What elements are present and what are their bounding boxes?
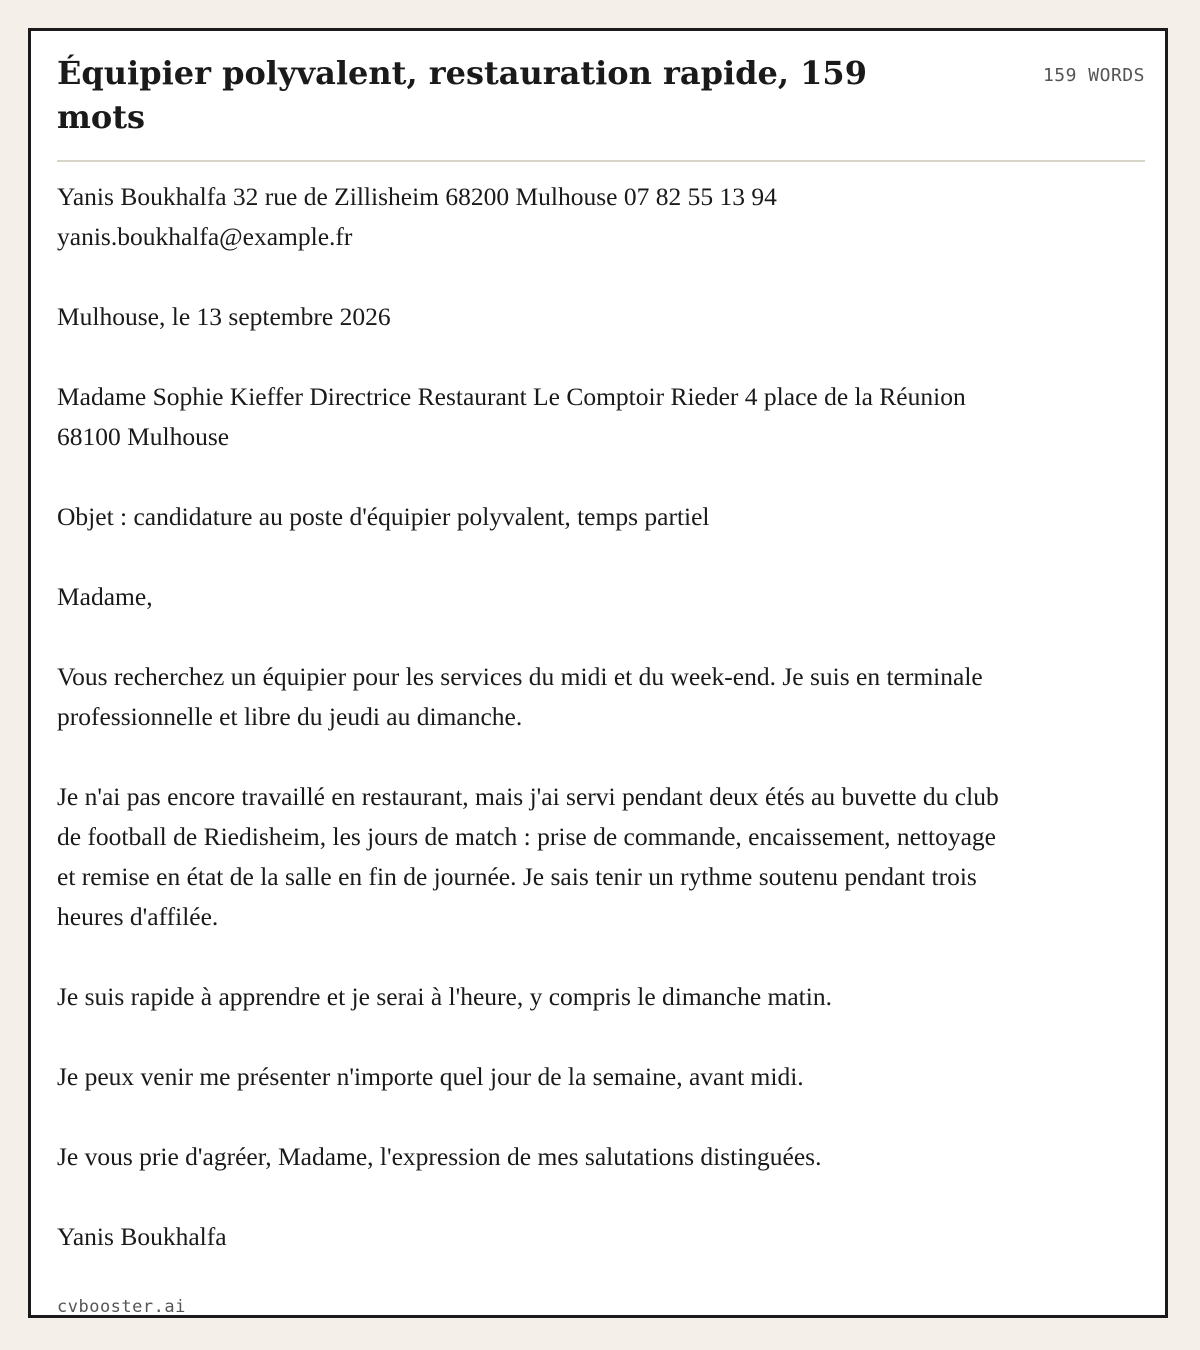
word-count-badge: 159 WORDS xyxy=(1042,65,1145,86)
body-paragraph-4: Je peux venir me présenter n'importe quel jour de la semaine, avant midi. xyxy=(57,1062,804,1091)
body-paragraph-1: Vous recherchez un équipier pour les services du midi et du week-end. Je suis en terminale professionnelle et libre du jeudi au dimanche. xyxy=(57,662,983,731)
recipient-block: Madame Sophie Kieffer Directrice Restaurant Le Comptoir Rieder 4 place de la Réunion 68100 Mulhouse xyxy=(57,382,966,451)
closing-formula: Je vous prie d'agréer, Madame, l'expression de mes salutations distinguées. xyxy=(57,1142,822,1171)
date-line: Mulhouse, le 13 septembre 2026 xyxy=(57,302,391,331)
salutation: Madame, xyxy=(57,582,153,611)
letter-card xyxy=(28,28,1168,1318)
document-header xyxy=(57,51,1145,161)
subject-line: Objet : candidature au poste d'équipier polyvalent, temps partiel xyxy=(57,502,710,531)
document-title: Équipier polyvalent, restauration rapide, 159 mots xyxy=(57,54,867,136)
body-paragraph-3: Je suis rapide à apprendre et je serai à l'heure, y compris le dimanche matin. xyxy=(57,982,832,1011)
letter-body xyxy=(57,177,1017,1257)
sender-block: Yanis Boukhalfa 32 rue de Zillisheim 68200 Mulhouse 07 82 55 13 94 yanis.boukhalfa@example.fr xyxy=(57,182,777,251)
signature: Yanis Boukhalfa xyxy=(57,1222,227,1251)
body-paragraph-2: Je n'ai pas encore travaillé en restaurant, mais j'ai servi pendant deux étés au buvette du club de football de Riedisheim, les jours de match : prise de commande, encaissement, nettoyage et remise en état de la salle en fin de journée. Je sais tenir un rythme soutenu pendant trois heures d'affilée. xyxy=(57,782,999,931)
header-divider xyxy=(57,160,1145,162)
footer-brand: cvbooster.ai xyxy=(57,1297,186,1317)
